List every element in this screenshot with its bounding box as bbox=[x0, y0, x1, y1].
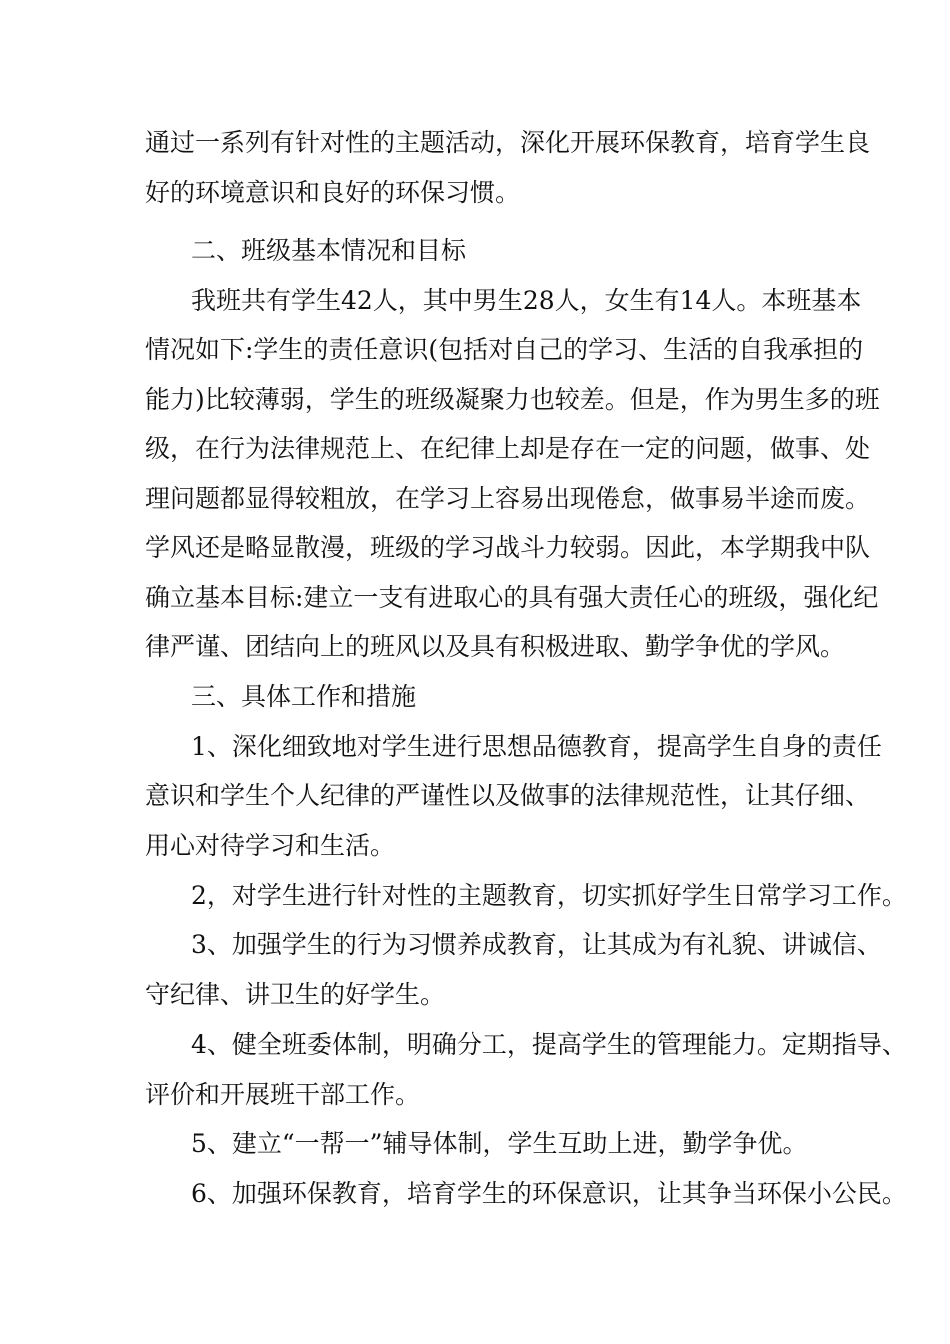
paragraph-line: 我班共有学生42人，其中男生28人，女生有14人。本班基本 bbox=[191, 286, 862, 315]
paragraph-line: 守纪律、讲卫生的好学生。 bbox=[145, 980, 446, 1009]
paragraph-line: 理问题都显得较粗放，在学习上容易出现倦怠，做事易半途而废。 bbox=[145, 484, 871, 513]
paragraph-line: 1、深化细致地对学生进行思想品德教育，提高学生自身的责任 bbox=[191, 732, 882, 761]
paragraph-line: 评价和开展班干部工作。 bbox=[145, 1080, 421, 1109]
paragraph-line: 2，对学生进行针对性的主题教育，切实抓好学生日常学习工作。 bbox=[191, 881, 907, 910]
paragraph-line: 4、健全班委体制，明确分工，提高学生的管理能力。定期指导、 bbox=[191, 1030, 907, 1059]
paragraph-line: 能力)比较薄弱，学生的班级凝聚力也较差。但是，作为男生多的班 bbox=[145, 385, 880, 414]
paragraph-line: 律严谨、团结向上的班风以及具有积极进取、勤学争优的学风。 bbox=[145, 632, 846, 661]
paragraph-line: 意识和学生个人纪律的严谨性以及做事的法律规范性，让其仔细、 bbox=[145, 781, 871, 810]
paragraph-line: 通过一系列有针对性的主题活动，深化开展环保教育，培育学生良 bbox=[145, 128, 871, 157]
paragraph-line: 6、加强环保教育，培育学生的环保意识，让其争当环保小公民。 bbox=[191, 1179, 907, 1208]
paragraph-line: 好的环境意识和良好的环保习惯。 bbox=[145, 178, 521, 207]
paragraph-line: 学风还是略显散漫，班级的学习战斗力较弱。因此，本学期我中队 bbox=[145, 533, 871, 562]
paragraph-line: 5、建立“一帮一”辅导体制，学生互助上进，勤学争优。 bbox=[191, 1129, 808, 1158]
paragraph-line: 确立基本目标:建立一支有进取心的具有强大责任心的班级，强化纪 bbox=[145, 583, 879, 612]
paragraph-line: 情况如下:学生的责任意识(包括对自己的学习、生活的自我承担的 bbox=[145, 335, 864, 364]
paragraph-line: 3、加强学生的行为习惯养成教育，让其成为有礼貌、讲诚信、 bbox=[191, 930, 882, 959]
paragraph-line: 用心对待学习和生活。 bbox=[145, 831, 396, 860]
section-heading: 三、具体工作和措施 bbox=[191, 682, 417, 711]
paragraph-line: 级，在行为法律规范上、在纪律上却是存在一定的问题，做事、处 bbox=[145, 434, 871, 463]
section-heading: 二、班级基本情况和目标 bbox=[191, 236, 467, 265]
